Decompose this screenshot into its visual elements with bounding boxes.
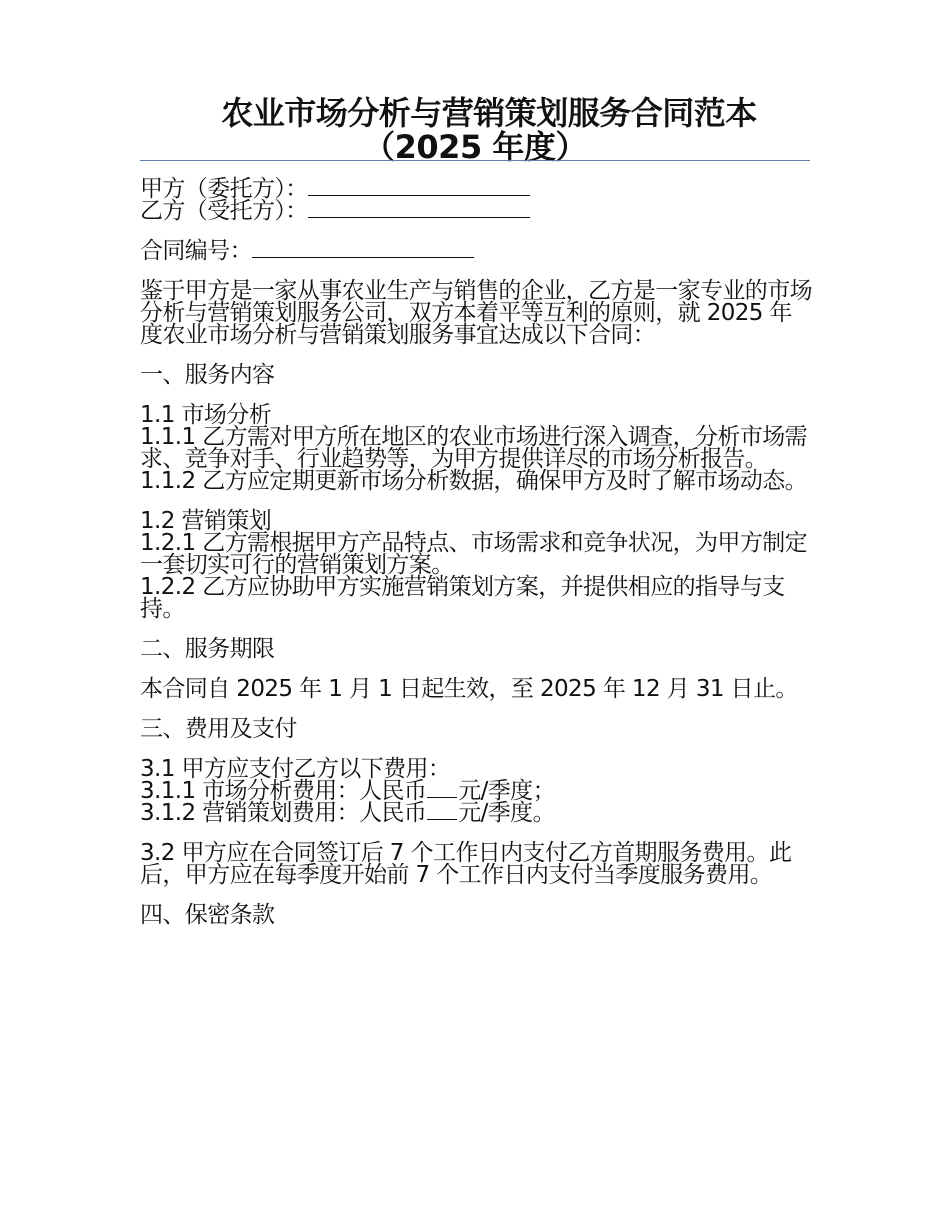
clause-1-2-1: 1.2.1 乙方需根据甲方产品特点、市场需求和竞争状况，为甲方制定一套切实可行的营销策划方案。 (140, 530, 808, 578)
clause-1-1-2: 1.1.2 乙方应定期更新市场分析数据，确保甲方及时了解市场动态。 (140, 468, 808, 494)
clause-1-2-2: 1.2.2 乙方应协助甲方实施营销策划方案，并提供相应的指导与支持。 (140, 574, 785, 622)
clause-3-1-2-prefix: 3.1.2 营销策划费用：人民币 (140, 800, 427, 826)
section-3-heading: 三、费用及支付 (140, 716, 297, 742)
clause-3-1-2 (140, 802, 812, 824)
clause-3-2: 3.2 甲方应在合同签订后 7 个工作日内支付乙方首期服务费用。此后，甲方应在每季度开始前 7 个工作日内支付当季度服务费用。 (140, 840, 792, 888)
clause-3-1-1-prefix: 3.1.1 市场分析费用：人民币 (140, 778, 427, 804)
clause-1-1-1: 1.1.1 乙方需对甲方所在地区的农业市场进行深入调查，分析市场需求、竞争对手、行业趋势等，为甲方提供详尽的市场分析报告。 (140, 424, 808, 472)
document-body (140, 178, 812, 926)
contract-no-label: 合同编号： (140, 238, 253, 264)
title-divider (140, 160, 810, 161)
clause-3-1-1-blank (427, 796, 457, 798)
section-1-heading: 一、服务内容 (140, 362, 275, 388)
party-a-label: 甲方（委托方）： (140, 176, 308, 202)
preamble: 鉴于甲方是一家从事农业生产与销售的企业，乙方是一家专业的市场分析与营销策划服务公司，双方本着平等互利的原则，就 2025 年度农业市场分析与营销策划服务事宜达成以下合同： (140, 278, 813, 348)
party-a-blank (308, 194, 530, 196)
title-line-1: 农业市场分析与营销策划服务合同范本 (221, 94, 757, 132)
party-a-line (140, 178, 812, 200)
clause-3-1-2-blank (427, 818, 457, 820)
document-title (140, 96, 810, 164)
clause-3-1-1 (140, 780, 812, 802)
contract-no-line (140, 240, 812, 262)
clause-3-1-1-suffix: 元/季度； (458, 778, 555, 804)
party-b-line (140, 200, 812, 222)
clause-3-1: 3.1 甲方应支付乙方以下费用： (140, 756, 451, 782)
section-1-2-heading: 1.2 营销策划 (140, 508, 272, 534)
clause-3-1-2-suffix: 元/季度。 (458, 800, 555, 826)
section-4-heading: 四、保密条款 (140, 902, 275, 928)
section-1-1-heading: 1.1 市场分析 (140, 402, 272, 428)
party-b-label: 乙方（受托方）： (140, 198, 308, 224)
contract-no-blank (252, 256, 474, 258)
clause-2-term: 本合同自 2025 年 1 月 1 日起生效，至 2025 年 12 月 31 日止。 (140, 676, 798, 702)
title-line-2: （2025 年度） (363, 128, 587, 166)
party-b-blank (308, 216, 530, 218)
section-2-heading: 二、服务期限 (140, 636, 275, 662)
